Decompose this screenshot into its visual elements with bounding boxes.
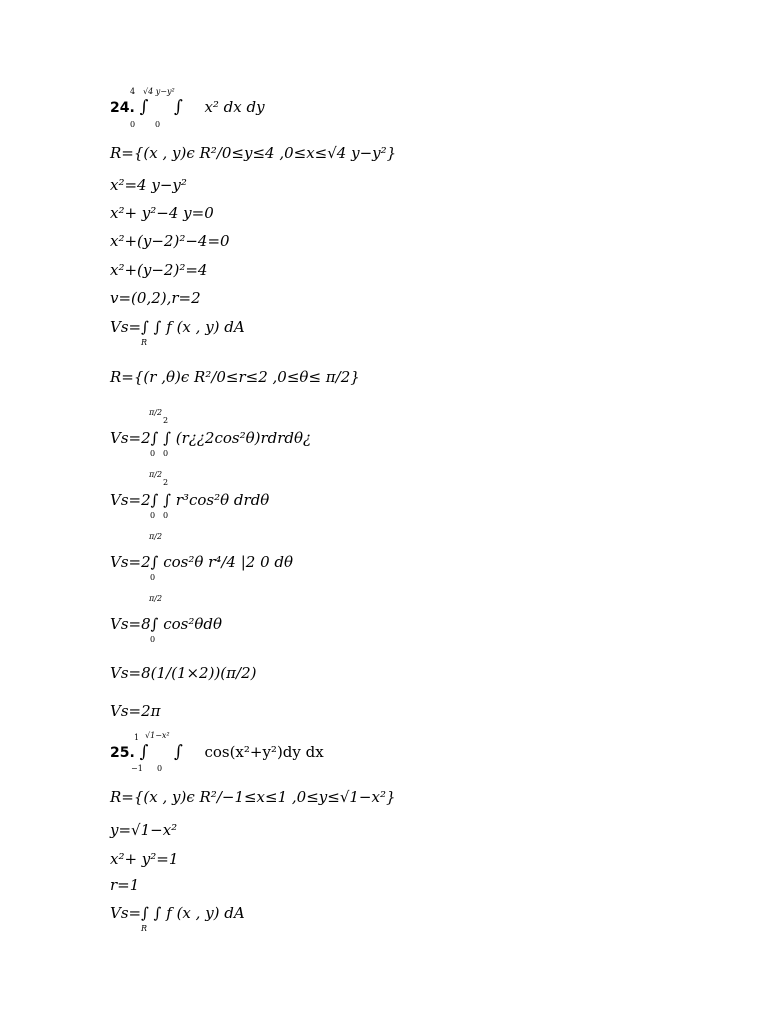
integral-sign: ∫ <box>174 97 183 117</box>
problem-number: 25. <box>110 745 135 761</box>
integrand: cos(x²+y²)dy dx <box>204 743 324 761</box>
result-product: Vs=8(1/(1×2))(π/2) <box>110 664 257 682</box>
lower-limit: 0 <box>150 573 156 582</box>
integral-sign: ∫ <box>139 742 149 762</box>
problem-25-integral <box>110 743 324 762</box>
upper-limit: 2 <box>163 416 169 425</box>
polar-integral-4: Vs=8∫ cos²θdθ <box>110 615 223 633</box>
lower-limit: 0 <box>150 449 156 458</box>
final-result: Vs=2π <box>110 702 161 720</box>
volume-formula: Vs=∫ ∫ f (x , y) dA <box>110 318 245 336</box>
volume-formula: Vs=∫ ∫ f (x , y) dA <box>110 904 245 922</box>
upper-limit: 1 <box>134 733 140 742</box>
lower-limit: −1 <box>131 764 143 773</box>
upper-limit: 2 <box>163 478 169 487</box>
integral-sign: ∫ <box>139 97 149 117</box>
equation-line: x²=4 y−y² <box>110 176 187 194</box>
polar-region-definition: R={(r ,θ)ϵ R²/0≤r≤2 ,0≤θ≤ π/2} <box>110 368 360 386</box>
equation-line: x²+(y−2)²=4 <box>110 261 208 279</box>
region-subscript: R <box>141 924 148 933</box>
upper-limit: √4 y−y² <box>143 87 175 96</box>
equation-line: x²+ y²−4 y=0 <box>110 204 214 222</box>
problem-number: 24. <box>110 100 135 116</box>
upper-limit: π/2 <box>149 594 163 603</box>
polar-integral-3: Vs=2∫ cos²θ r⁴/4 |2 0 dθ <box>110 553 294 571</box>
lower-limit: 0 <box>163 449 169 458</box>
integrand: x² dx dy <box>204 98 265 116</box>
equation-line: v=(0,2),r=2 <box>110 289 201 307</box>
upper-limit: 4 <box>130 87 136 96</box>
equation-line: x²+ y²=1 <box>110 850 179 868</box>
lower-limit: 0 <box>150 635 156 644</box>
integral-sign: ∫ <box>174 742 183 762</box>
lower-limit: 0 <box>130 120 136 129</box>
lower-limit: 0 <box>157 764 163 773</box>
upper-limit: √1−x² <box>145 731 170 740</box>
equation-line: r=1 <box>110 876 140 894</box>
equation-line: x²+(y−2)²−4=0 <box>110 232 230 250</box>
region-definition: R={(x , y)ϵ R²/0≤y≤4 ,0≤x≤√4 y−y²} <box>110 144 397 162</box>
upper-limit: π/2 <box>149 470 163 479</box>
lower-limit: 0 <box>150 511 156 520</box>
upper-limit: π/2 <box>149 408 163 417</box>
region-definition: R={(x , y)ϵ R²/−1≤x≤1 ,0≤y≤√1−x²} <box>110 788 396 806</box>
polar-integral-1: Vs=2∫ ∫ (r¿¿2cos²θ)rdrdθ¿ <box>110 429 312 447</box>
problem-24-integral <box>110 98 265 117</box>
equation-line: y=√1−x² <box>110 821 178 839</box>
polar-integral-2: Vs=2∫ ∫ r³cos²θ drdθ <box>110 491 270 509</box>
region-subscript: R <box>141 338 148 347</box>
upper-limit: π/2 <box>149 532 163 541</box>
lower-limit: 0 <box>163 511 169 520</box>
lower-limit: 0 <box>155 120 161 129</box>
